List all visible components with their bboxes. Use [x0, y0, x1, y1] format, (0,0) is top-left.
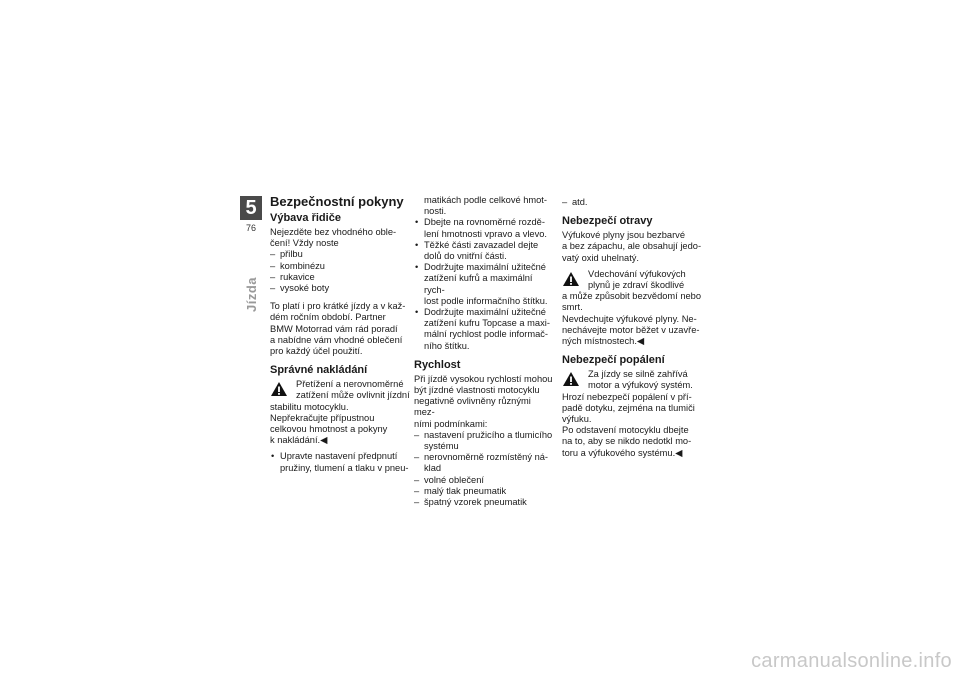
loading-list: [270, 451, 410, 473]
paragraph-rider-gear: Nejezděte bez vhodného oble- čení! Vždy noste: [270, 227, 397, 249]
heading-speed: Rychlost: [414, 358, 461, 371]
list-item: – nerovnoměrně rozmístěný ná- klad: [414, 452, 554, 474]
list-item: • Upravte nastavení předpnutí pružiny, tlumení a tlaku v pneu-: [270, 451, 410, 473]
section-title: Bezpečnostní pokyny: [270, 194, 404, 209]
list-item: – rukavice: [270, 272, 410, 283]
list-item: • Dodržujte maximální užitečné zatížení kufrů a maximální rych- lost podle informačního štítku.: [414, 262, 554, 307]
speed-conditions-list: [414, 430, 554, 508]
warning-overload: Přetížení a nerovnoměrné zatížení může ovlivnit jízdní stabilitu motocyklu. Nepřekračujte přípustnou celkovou hmotnost a pokyny k nakládání.◀: [270, 379, 410, 446]
list-item: – vysoké boty: [270, 283, 410, 294]
watermark: carmanualsonline.info: [751, 650, 952, 672]
chapter-tab: [240, 196, 262, 240]
list-item: • Dbejte na rovnoměrné rozdě- lení hmotnosti vpravo a vlevo.: [414, 217, 554, 239]
list-item: – volné oblečení: [414, 475, 554, 486]
warning-triangle-icon: [562, 271, 580, 287]
list-item: – nastavení pružicího a tlumicího systému: [414, 430, 554, 452]
heading-rider-gear: Výbava řidiče: [270, 212, 341, 224]
list-item: • Těžké části zavazadel dejte dolů do vnitřní části.: [414, 240, 554, 262]
list-item: – kombinézu: [270, 261, 410, 272]
warning-triangle-icon: [270, 381, 288, 397]
list-item: – špatný vzorek pneumatik: [414, 497, 554, 508]
chapter-number: 5: [240, 196, 262, 220]
chapter-label: Jízda: [244, 276, 259, 312]
warning-triangle-icon: [562, 371, 580, 387]
warning-exhaust: Vdechování výfukových plynů je zdraví škodlivé a může způsobit bezvědomí nebo smrt. Nevdechujte výfukové plyny. Ne- nechávejte motor běžet v uzavře- ných místnostech.◀: [562, 268, 702, 347]
list-item: – přilbu: [270, 249, 410, 260]
heading-poisoning: Nebezpečí otravy: [562, 215, 653, 228]
loading-list-continued: [414, 217, 554, 351]
heading-burn: Nebezpečí popálení: [562, 354, 665, 367]
list-item: • Dodržujte maximální užitečné zatížení kufru Topcase a maxi- mální rychlost podle informač- ního štítku.: [414, 307, 554, 352]
gear-list: [270, 249, 410, 294]
paragraph-short-trips: To platí i pro krátké jízdy a v kaž- dém ročním období. Partner BMW Motorrad vám rád poradí a nabídne vám vhodné oblečení pro každý účel použití.: [270, 301, 406, 357]
continued-text: matikách podle celkové hmot- nosti.: [424, 195, 547, 217]
page-number: 76: [245, 223, 256, 233]
list-item: – atd.: [562, 197, 702, 208]
warning-burn: Za jízdy se silně zahřívá motor a výfukový systém. Hrozí nebezpečí popálení v pří- padě dotyku, zejména na tlumiči výfuku. Po odstavení motocyklu dbejte na to, aby se nikdo nedotkl mo- toru a výfukového systému.◀: [562, 369, 695, 458]
paragraph-speed: Při jízdě vysokou rychlostí mohou být jízdné vlastnosti motocyklu negativně ovlivněny různými mez- ními podmínkami:: [414, 373, 553, 429]
heading-loading: Správné nakládání: [270, 364, 368, 377]
column-3: [562, 197, 702, 459]
paragraph-exhaust: Výfukové plyny jsou bezbarvé a bez zápachu, ale obsahují jedo- vatý oxid uhelnatý.: [562, 230, 702, 263]
list-item: – malý tlak pneumatik: [414, 486, 554, 497]
column-2: [414, 195, 554, 508]
column-1: [270, 194, 410, 474]
